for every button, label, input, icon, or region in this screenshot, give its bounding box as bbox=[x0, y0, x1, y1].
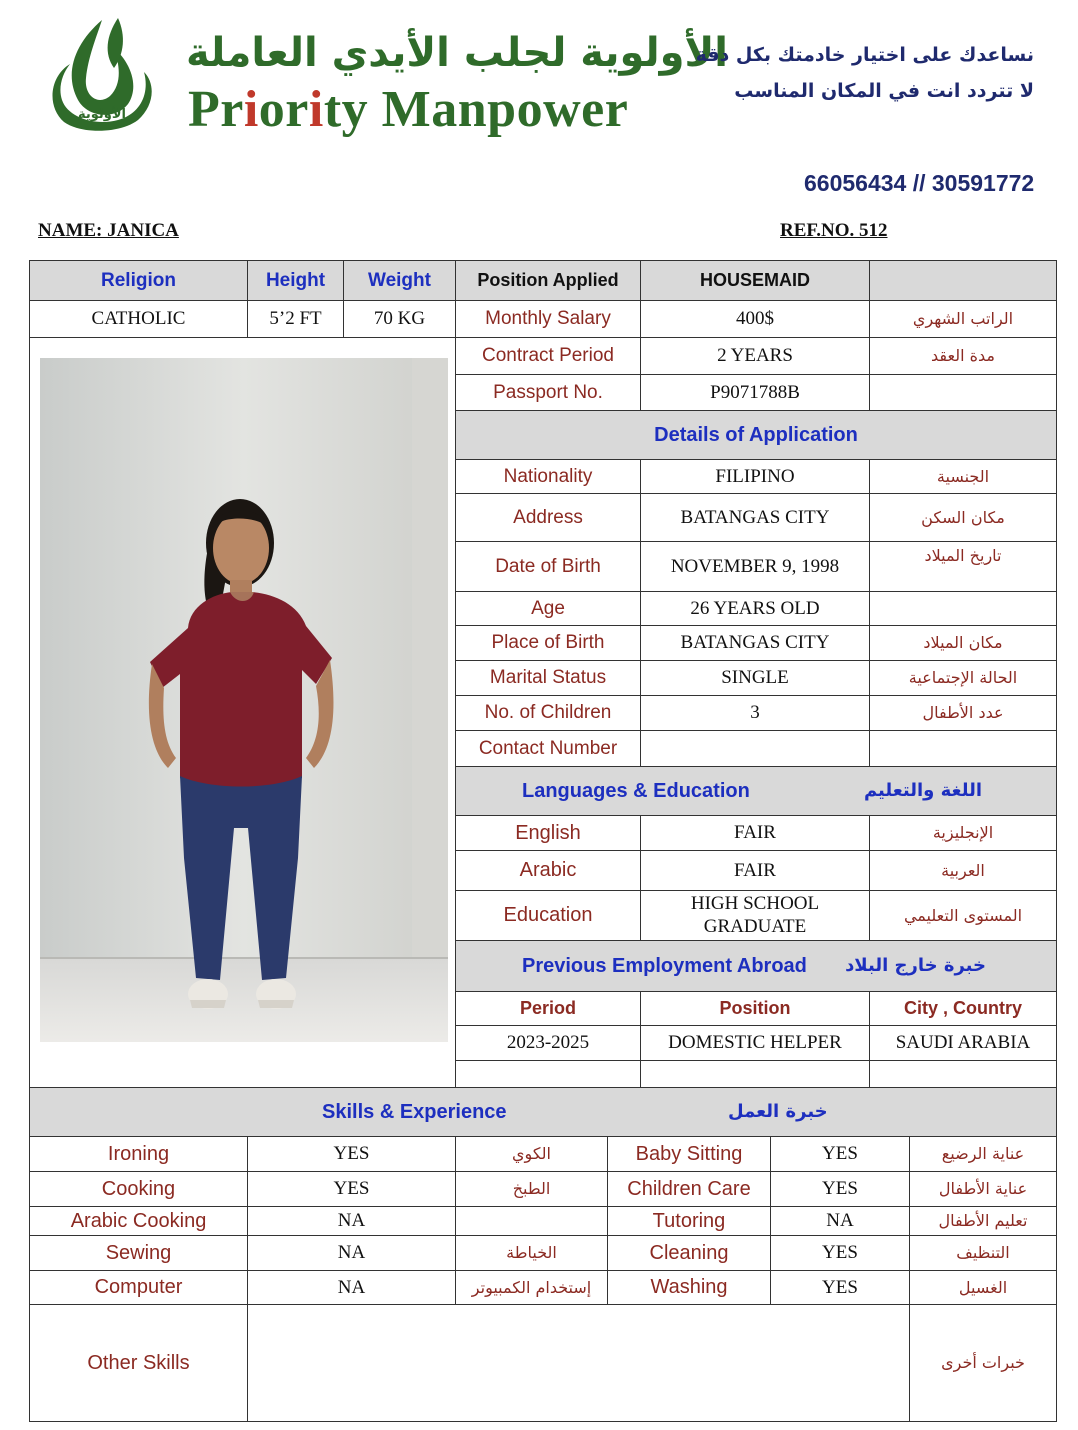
skill-cooking-label: Cooking bbox=[29, 1171, 248, 1207]
skill-baby-sitting-value: YES bbox=[770, 1136, 910, 1172]
details-header: Details of Application bbox=[455, 410, 1057, 460]
position-applied-value: HOUSEMAID bbox=[640, 260, 870, 301]
employment-title: Previous Employment Abroad bbox=[522, 954, 807, 977]
contact-number-value bbox=[640, 730, 870, 767]
monthly-salary-arabic: الراتب الشهري bbox=[869, 300, 1057, 338]
education-value-line-1: HIGH SCHOOL bbox=[690, 892, 820, 914]
skill-washing-label: Washing bbox=[607, 1270, 771, 1305]
employment-position-value: DOMESTIC HELPER bbox=[640, 1025, 870, 1061]
employment-empty-position bbox=[640, 1060, 870, 1088]
skill-ironing-arabic: الكوي bbox=[455, 1136, 608, 1172]
skill-cooking-value: YES bbox=[247, 1171, 456, 1207]
skill-cleaning-label: Cleaning bbox=[607, 1235, 771, 1271]
contract-period-value: 2 YEARS bbox=[640, 337, 870, 375]
nationality-arabic: الجنسية bbox=[869, 459, 1057, 494]
education-value-line-2: GRADUATE bbox=[703, 915, 807, 937]
skill-tutoring-value: NA bbox=[770, 1206, 910, 1236]
skill-computer-value: NA bbox=[247, 1270, 456, 1305]
employment-title-arabic: خبرة خارج البلاد bbox=[845, 954, 986, 976]
address-arabic: مكان السكن bbox=[869, 493, 1057, 542]
position-applied-blank bbox=[869, 260, 1057, 301]
birth-date-value: NOVEMBER 9, 1998 bbox=[640, 541, 870, 592]
age-value: 26 YEARS OLD bbox=[640, 591, 870, 626]
languages-title-arabic: اللغة والتعليم bbox=[863, 779, 982, 801]
address-label: Address bbox=[455, 493, 641, 542]
age-label: Age bbox=[455, 591, 641, 626]
skill-tutoring-label: Tutoring bbox=[607, 1206, 771, 1236]
skills-title-arabic: خبرة العمل bbox=[728, 1100, 828, 1122]
employment-empty-country bbox=[869, 1060, 1057, 1088]
employment-period-header: Period bbox=[455, 991, 641, 1026]
reference-number: REF.NO. 512 bbox=[780, 220, 888, 241]
skill-washing-arabic: الغسيل bbox=[909, 1270, 1057, 1305]
birth-place-arabic: مكان الميلاد bbox=[869, 625, 1057, 661]
brand-name-english: Priority Manpower bbox=[188, 81, 629, 138]
education-value bbox=[640, 890, 870, 941]
contact-number-label: Contact Number bbox=[455, 730, 641, 767]
children-label: No. of Children bbox=[455, 695, 641, 731]
marital-status-arabic: الحالة الإجتماعية bbox=[869, 660, 1057, 696]
english-arabic: الإنجليزية bbox=[869, 815, 1057, 851]
applicant-photo bbox=[40, 358, 448, 1042]
skill-children-care-label: Children Care bbox=[607, 1171, 771, 1207]
weight-header: Weight bbox=[343, 260, 456, 301]
children-arabic: عدد الأطفال bbox=[869, 695, 1057, 731]
address-value: BATANGAS CITY bbox=[640, 493, 870, 542]
nationality-label: Nationality bbox=[455, 459, 641, 494]
logo-text: الأولوية bbox=[77, 107, 127, 122]
religion-header: Religion bbox=[29, 260, 248, 301]
weight-value: 70 KG bbox=[343, 300, 456, 338]
contract-period-arabic: مدة العقد bbox=[869, 337, 1057, 375]
skill-sewing-arabic: الخياطة bbox=[455, 1235, 608, 1271]
education-label: Education bbox=[455, 890, 641, 941]
other-skills-arabic: خبرات أخرى bbox=[909, 1304, 1057, 1422]
birth-date-label: Date of Birth bbox=[455, 541, 641, 592]
brand-name-arabic: الأولوية لجلب الأيدي العاملة bbox=[186, 30, 728, 76]
tagline-line-2: لا تتردد انت في المكان المناسب bbox=[734, 80, 1034, 102]
birth-place-value: BATANGAS CITY bbox=[640, 625, 870, 661]
english-label: English bbox=[455, 815, 641, 851]
skill-cooking-arabic: الطبخ bbox=[455, 1171, 608, 1207]
contact-number-arabic bbox=[869, 730, 1057, 767]
monthly-salary-label: Monthly Salary bbox=[455, 300, 641, 338]
marital-status-value: SINGLE bbox=[640, 660, 870, 696]
skill-computer-arabic: إستخدام الكمبيوتر bbox=[455, 1270, 608, 1305]
skill-cleaning-value: YES bbox=[770, 1235, 910, 1271]
arabic-arabic: العربية bbox=[869, 850, 1057, 891]
skill-sewing-value: NA bbox=[247, 1235, 456, 1271]
skill-children-care-arabic: عناية الأطفال bbox=[909, 1171, 1057, 1207]
height-header: Height bbox=[247, 260, 344, 301]
children-value: 3 bbox=[640, 695, 870, 731]
skills-header bbox=[29, 1087, 1057, 1137]
education-arabic: المستوى التعليمي bbox=[869, 890, 1057, 941]
age-arabic bbox=[869, 591, 1057, 626]
skill-baby-sitting-arabic: عناية الرضيع bbox=[909, 1136, 1057, 1172]
skill-arabic-cooking-arabic bbox=[455, 1206, 608, 1236]
skill-computer-label: Computer bbox=[29, 1270, 248, 1305]
skill-ironing-label: Ironing bbox=[29, 1136, 248, 1172]
employment-period-value: 2023-2025 bbox=[455, 1025, 641, 1061]
nationality-value: FILIPINO bbox=[640, 459, 870, 494]
birth-date-arabic: تاريخ الميلاد bbox=[869, 541, 1057, 592]
religion-value: CATHOLIC bbox=[29, 300, 248, 338]
employment-country-value: SAUDI ARABIA bbox=[869, 1025, 1057, 1061]
languages-header bbox=[455, 766, 1057, 816]
passport-arabic bbox=[869, 374, 1057, 411]
arabic-value: FAIR bbox=[640, 850, 870, 891]
arabic-label: Arabic bbox=[455, 850, 641, 891]
skill-arabic-cooking-label: Arabic Cooking bbox=[29, 1206, 248, 1236]
skill-ironing-value: YES bbox=[247, 1136, 456, 1172]
height-value: 5’2 FT bbox=[247, 300, 344, 338]
other-skills-label: Other Skills bbox=[29, 1304, 248, 1422]
languages-title: Languages & Education bbox=[522, 779, 750, 802]
skill-cleaning-arabic: التنظيف bbox=[909, 1235, 1057, 1271]
monthly-salary-value: 400$ bbox=[640, 300, 870, 338]
position-applied-label: Position Applied bbox=[455, 260, 641, 301]
skill-sewing-label: Sewing bbox=[29, 1235, 248, 1271]
skill-tutoring-arabic: تعليم الأطفال bbox=[909, 1206, 1057, 1236]
tagline-line-1: نساعدك على اختيار خادمتك بكل دقة bbox=[695, 44, 1034, 66]
passport-value: P9071788B bbox=[640, 374, 870, 411]
birth-place-label: Place of Birth bbox=[455, 625, 641, 661]
other-skills-value bbox=[247, 1304, 910, 1422]
english-value: FAIR bbox=[640, 815, 870, 851]
skills-title: Skills & Experience bbox=[322, 1100, 507, 1123]
employment-empty-period bbox=[455, 1060, 641, 1088]
passport-label: Passport No. bbox=[455, 374, 641, 411]
phone-numbers: 66056434 // 30591772 bbox=[804, 170, 1035, 196]
applicant-name: NAME: JANICA bbox=[38, 220, 179, 241]
contract-period-label: Contract Period bbox=[455, 337, 641, 375]
skill-baby-sitting-label: Baby Sitting bbox=[607, 1136, 771, 1172]
employment-country-header: City , Country bbox=[869, 991, 1057, 1026]
marital-status-label: Marital Status bbox=[455, 660, 641, 696]
employment-header bbox=[455, 940, 1057, 992]
skill-arabic-cooking-value: NA bbox=[247, 1206, 456, 1236]
skill-children-care-value: YES bbox=[770, 1171, 910, 1207]
skill-washing-value: YES bbox=[770, 1270, 910, 1305]
employment-position-header: Position bbox=[640, 991, 870, 1026]
